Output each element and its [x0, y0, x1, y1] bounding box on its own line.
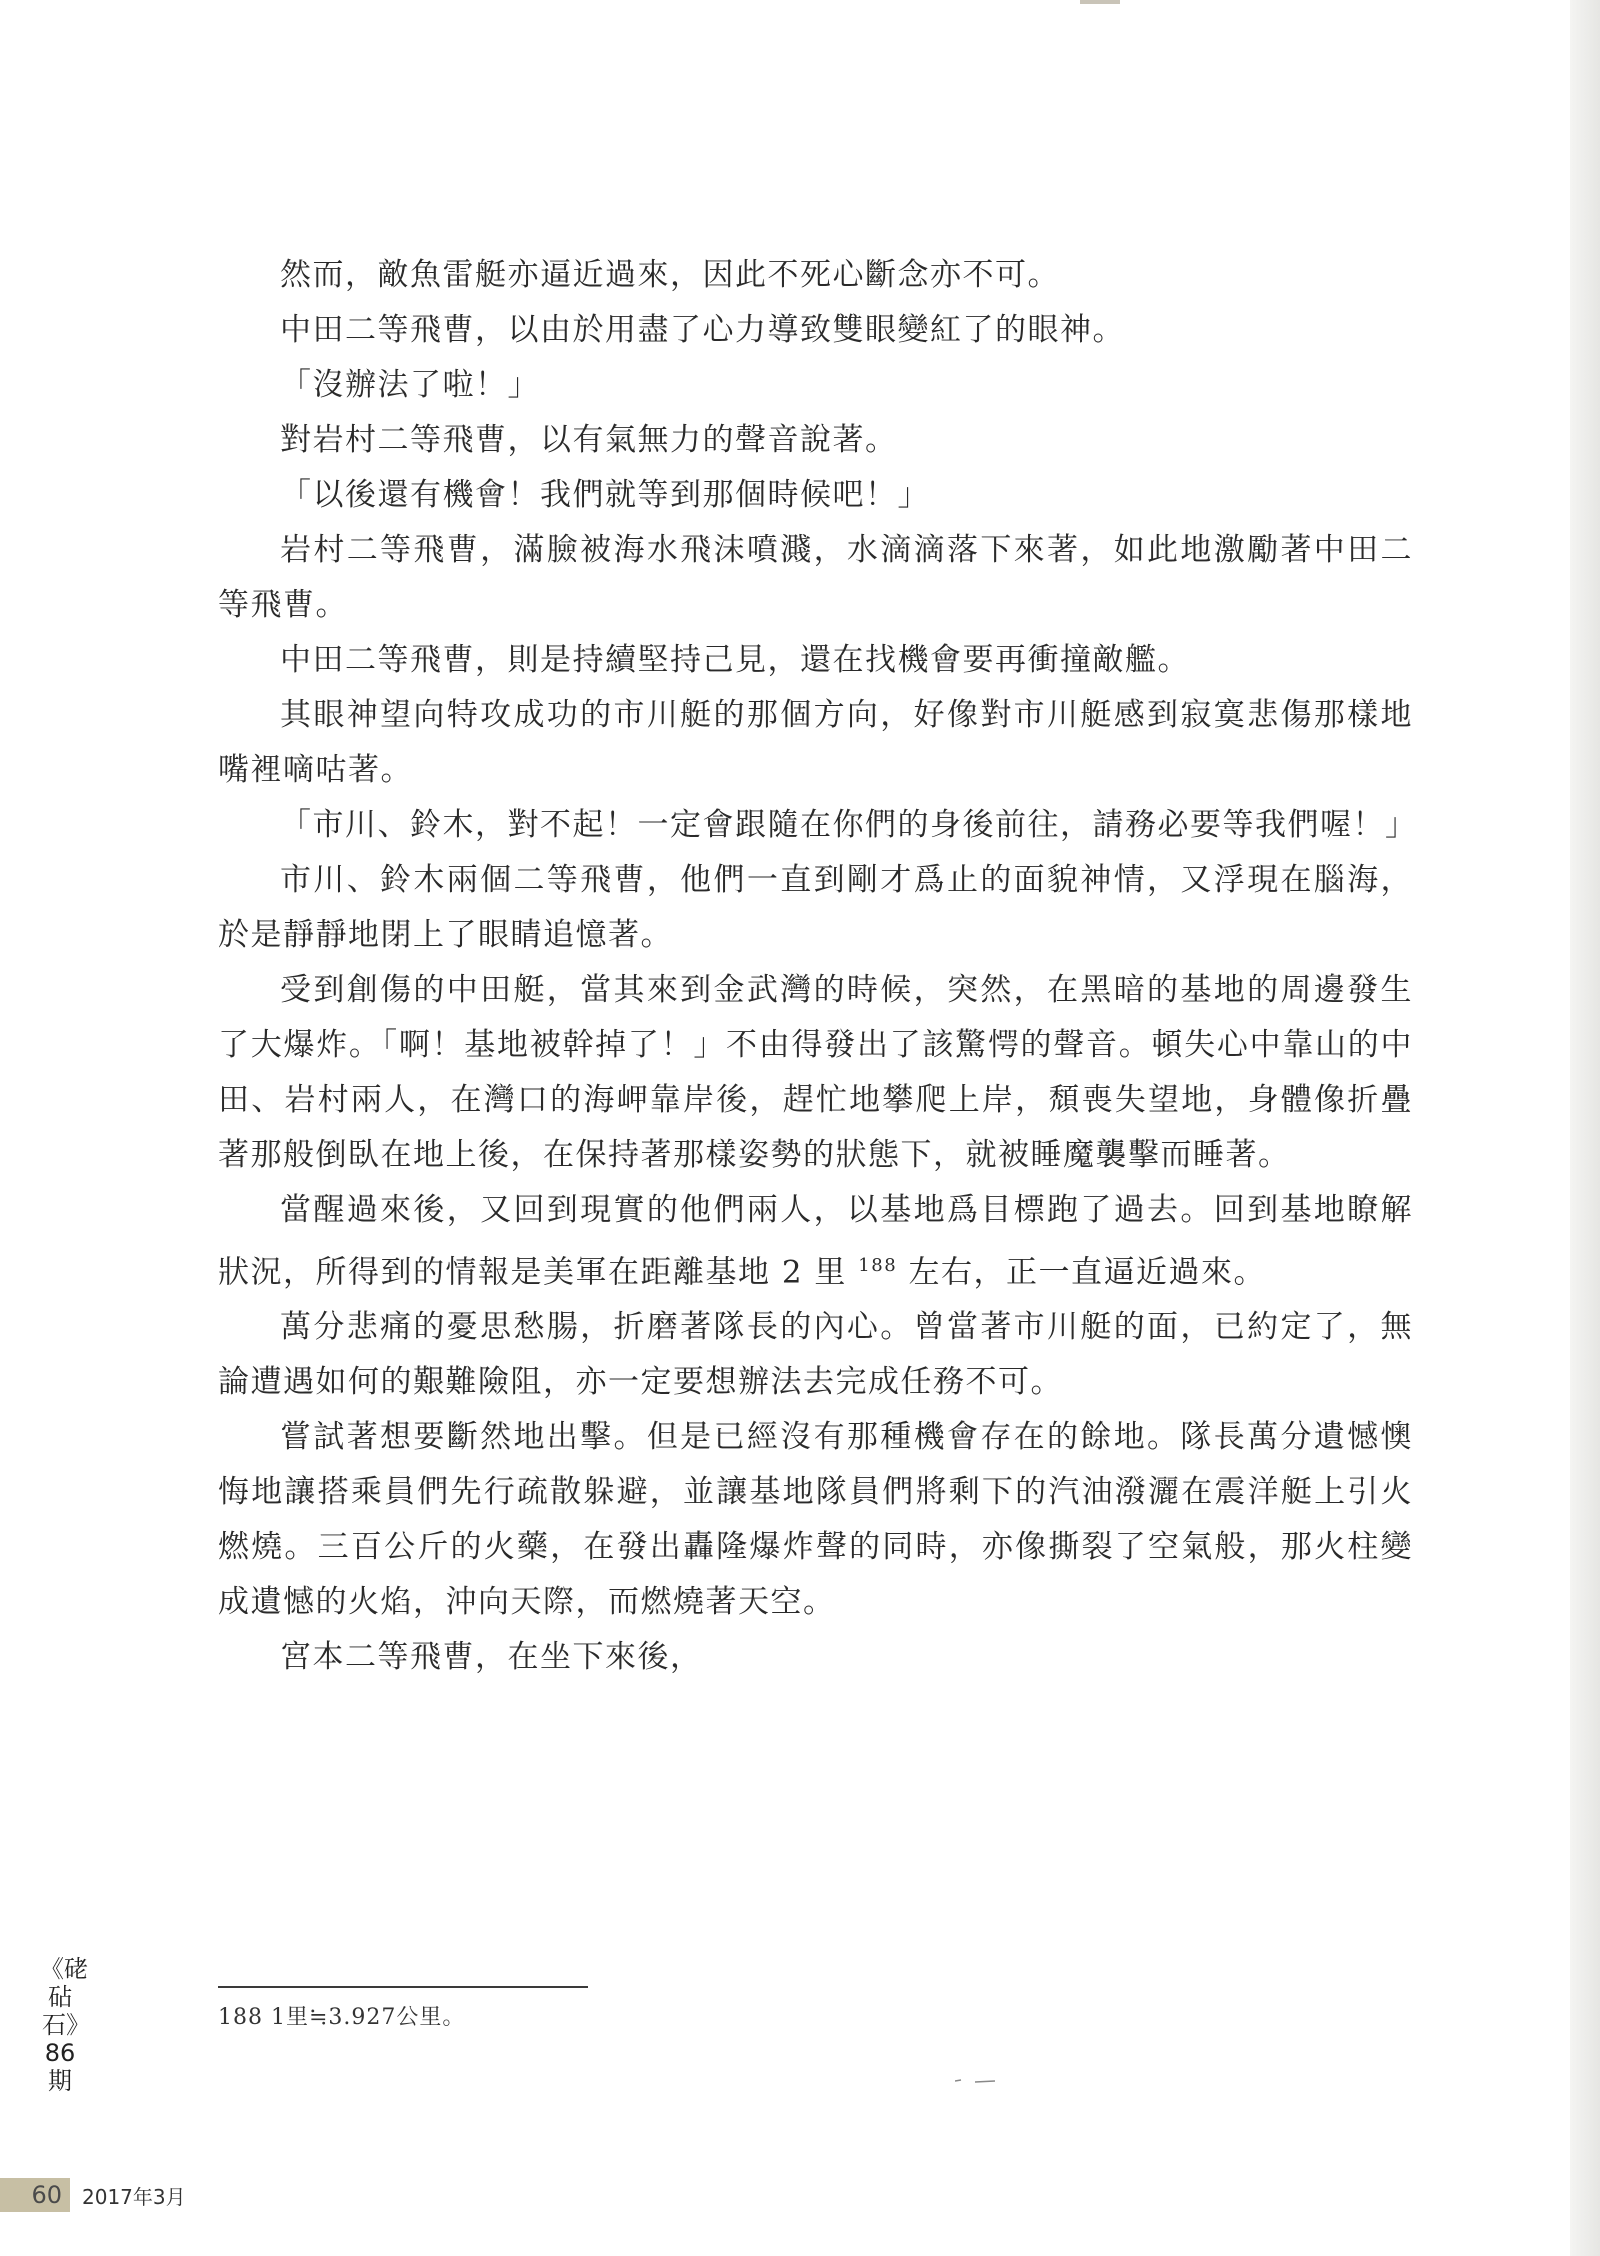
paragraph: 宮本二等飛曹，在坐下來後，: [280, 1639, 703, 1676]
paragraph: 岩村二等飛曹，滿臉被海水飛沫噴濺，水滴滴落下來著，如此地激勵著中田二等飛曹。: [218, 532, 1413, 623]
footnote: 188 1里≒3.927公里。: [218, 2005, 466, 2030]
paragraph: 市川、鈴木兩個二等飛曹，他們一直到剛才爲止的面貌神情，又浮現在腦海，於是靜靜地閉上了眼睛追憶著。: [218, 862, 1413, 953]
paragraph: 對岩村二等飛曹，以有氣無力的聲音說著。: [280, 422, 898, 458]
paragraph-text: 當醒過來後，又回到現實的他們兩人，以基地爲目標跑了過去。回到基地瞭解狀況，所得到的情報是美軍在距離基地 2 里: [218, 1192, 1413, 1291]
paragraph: 「市川、鈴木，對不起！一定會跟隨在你們的身後前往，請務必要等我們喔！」: [280, 807, 1418, 843]
paragraph: 萬分悲痛的憂思愁腸，折磨著隊長的內心。曾當著市川艇的面，已約定了，無論遭遇如何的艱難險阻，亦一定要想辦法去完成任務不可。: [218, 1309, 1413, 1401]
footnote-reference[interactable]: 188: [858, 1255, 898, 1276]
scan-top-mark: [1080, 0, 1120, 4]
publication-title: 《硓砧石》86期: [40, 1955, 88, 2095]
paragraph: 嘗試著想要斷然地出擊。但是已經沒有那種機會存在的餘地。隊長萬分遺憾懊悔地讓搭乘員們先行疏散躲避，並讓基地隊員們將剩下的汽油潑灑在震洋艇上引火燃燒。三百公斤的火藥，在發出轟隆爆炸聲的同時，亦像撕裂了空氣般，那火柱變成遺憾的火焰，沖向天際，而燃燒著天空。: [218, 1419, 1413, 1621]
scan-smudge: [955, 2078, 1003, 2084]
page-number: 60: [0, 2178, 70, 2212]
paragraph: 中田二等飛曹，以由於用盡了心力導致雙眼變紅了的眼神。: [280, 312, 1125, 348]
article-body: [218, 248, 1418, 1685]
footnote-divider: [218, 1986, 588, 1988]
paragraph: 中田二等飛曹，則是持續堅持己見，還在找機會要再衝撞敵艦。: [280, 642, 1190, 678]
issue-date: 2017年3月: [82, 2185, 186, 2209]
paragraph-text: 左右，正一直逼近過來。: [897, 1254, 1267, 1291]
paragraph: 其眼神望向特攻成功的市川艇的那個方向，好像對市川艇感到寂寞悲傷那樣地嘴裡嘀咕著。: [218, 697, 1413, 788]
paragraph: 「以後還有機會！我們就等到那個時候吧！」: [280, 477, 930, 513]
scan-page-edge: [1570, 0, 1600, 2256]
paragraph: 然而，敵魚雷艇亦逼近過來，因此不死心斷念亦不可。: [280, 257, 1060, 293]
paragraph: 受到創傷的中田艇，當其來到金武灣的時候，突然，在黑暗的基地的周邊發生了大爆炸。「啊！基地被幹掉了！」不由得發出了該驚愕的聲音。頓失心中靠山的中田、岩村兩人，在灣口的海岬靠岸後，趕忙地攀爬上岸，頹喪失望地，身體像折疊著那般倒臥在地上後，在保持著那樣姿勢的狀態下，就被睡魔襲擊而睡著。: [218, 972, 1413, 1173]
paragraph: 「沒辦法了啦！」: [280, 367, 540, 403]
paragraph-with-footnote-ref: [218, 1183, 1413, 1300]
